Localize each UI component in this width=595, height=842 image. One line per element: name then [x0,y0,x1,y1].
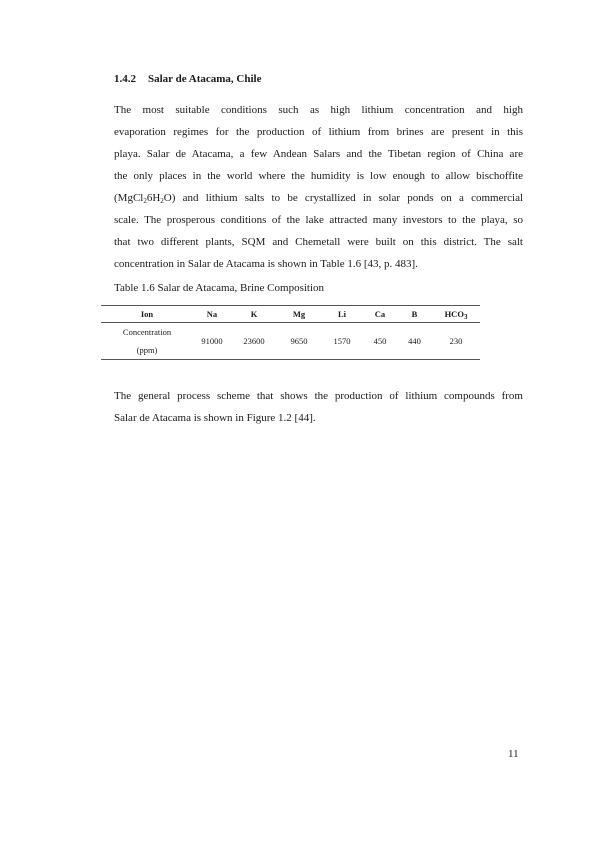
header-cell-li: Li [321,306,363,323]
row-label-cell [101,323,193,360]
paragraph-line: scale. The prosperous conditions of the lake attracted many investors to the playa, so [114,214,523,226]
value-cell-b: 440 [397,323,432,360]
paragraph-process-scheme [114,385,523,429]
row-label-line: (ppm) [136,345,158,355]
paragraph-line-with-formula [114,187,523,209]
value-cell-li: 1570 [321,323,363,360]
section-title: Salar de Atacama, Chile [148,73,262,85]
section-number: 1.4.2 [114,73,136,85]
paragraph-line: Salar de Atacama is shown in Figure 1.2 [44]. [114,412,316,424]
table-row [101,323,480,360]
paragraph-line: The general process scheme that shows the production of lithium compounds from [114,390,523,402]
paragraph-line: The most suitable conditions such as high lithium concentration and high [114,104,523,116]
value-cell-na: 91000 [193,323,231,360]
header-cell-k: K [231,306,277,323]
table-caption: Table 1.6 Salar de Atacama, Brine Composition [114,282,325,294]
formula-part: (MgCl [114,192,144,204]
formula-part: 6H [146,192,161,204]
value-cell-ca: 450 [363,323,397,360]
paragraph-atacama-conditions [114,99,523,275]
formula-subscript: 2 [143,197,147,205]
brine-composition-table [101,305,480,360]
header-cell-ca: Ca [363,306,397,323]
paragraph-line: concentration in Salar de Atacama is shown in Table 1.6 [43, p. 483]. [114,258,418,270]
value-cell-k: 23600 [231,323,277,360]
header-hco-text: HCO [444,309,464,319]
value-cell-mg: 9650 [277,323,321,360]
table-header-row [101,306,480,323]
paragraph-line-rest: and lithium salts to be crystallized in solar ponds on a commercial [182,192,524,204]
formula-part: O) [163,192,176,204]
value-cell-hco3: 230 [432,323,480,360]
section-heading [114,72,261,86]
paragraph-line: the only places in the world where the humidity is low enough to allow bischoffite [114,170,523,182]
paragraph-line: playa. Salar de Atacama, a few Andean Salars and the Tibetan region of China are [114,148,523,160]
header-cell-b: B [397,306,432,323]
paragraph-line: that two different plants, SQM and Chemetall were built on this district. The salt [114,236,523,248]
header-cell-hco3 [432,306,480,323]
row-label-line: Concentration [122,327,172,337]
header-hco-subscript: 3 [463,313,468,321]
header-cell-ion: Ion [101,306,193,323]
header-cell-mg: Mg [277,306,321,323]
page-number: 11 [508,748,519,760]
header-cell-na: Na [193,306,231,323]
paragraph-line: evaporation regimes for the production of lithium from brines are present in this [114,126,523,138]
formula-subscript: 2 [160,197,164,205]
